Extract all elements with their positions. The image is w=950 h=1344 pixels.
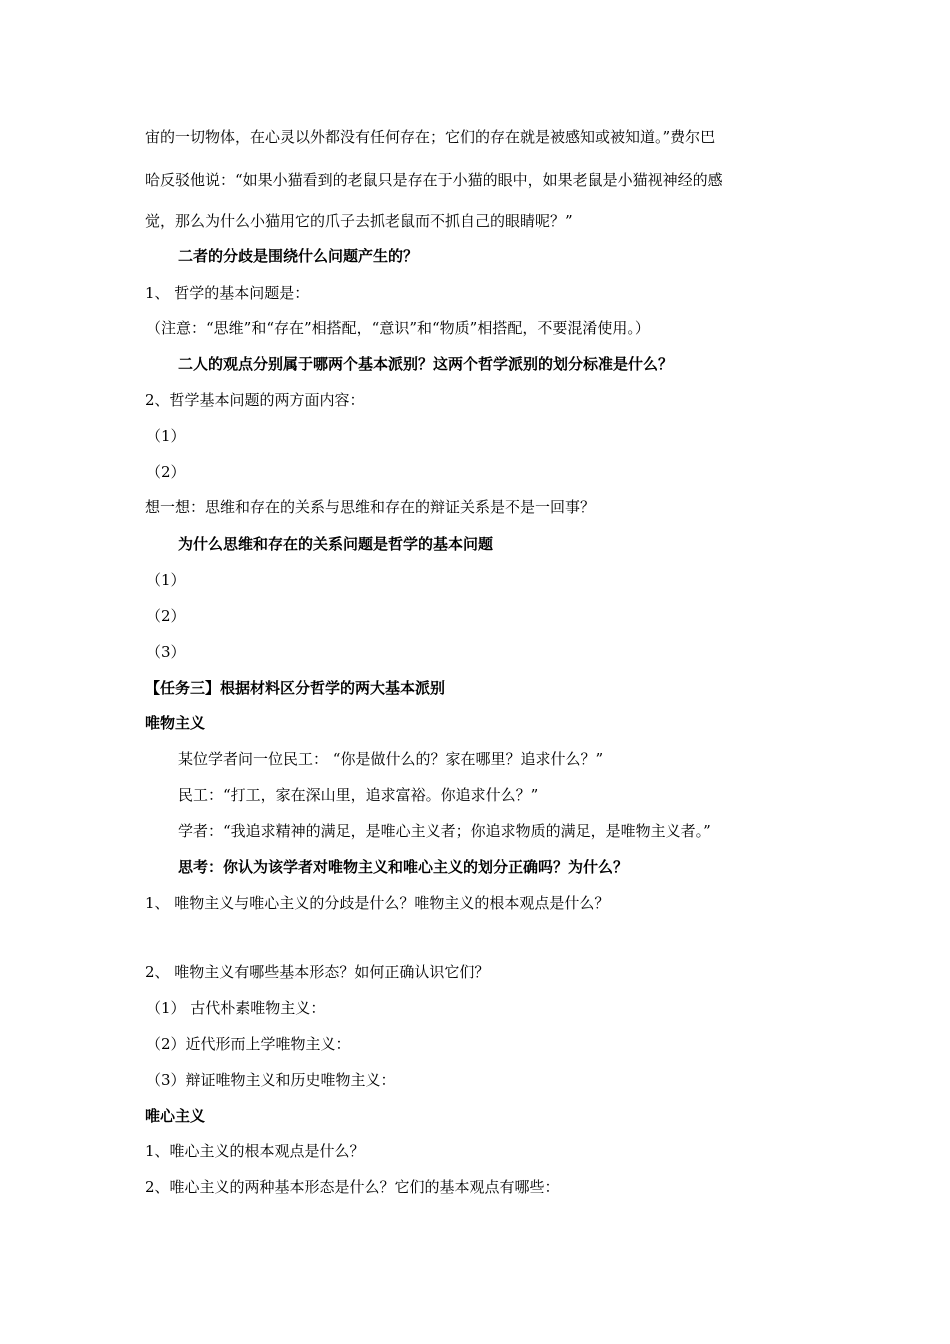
- item-two-aspects: 2、哲学基本问题的两方面内容：: [145, 391, 365, 409]
- paragraph-line-2: 哈反驳他说：“如果小猫看到的老鼠只是存在于小猫的眼中，如果老鼠是小猫视神经的感: [145, 171, 723, 189]
- item-two-aspects-2: （2）: [146, 463, 186, 481]
- think-prompt: 想一想：思维和存在的关系与思维和存在的辩证关系是不是一回事？: [145, 498, 596, 516]
- idealism-item-1: 1、唯心主义的根本观点是什么？: [145, 1142, 365, 1160]
- item-two-aspects-1: （1）: [146, 427, 186, 445]
- item-basic-question: 1、 哲学的基本问题是：: [145, 284, 310, 302]
- question-think: 思考：你认为该学者对唯物主义和唯心主义的划分正确吗？为什么？: [178, 858, 629, 876]
- materialism-form-2: （2）近代形而上学唯物主义：: [146, 1035, 351, 1053]
- item-why-1: （1）: [146, 571, 186, 589]
- materialism-form-1: （1） 古代朴素唯物主义：: [146, 999, 326, 1017]
- materialism-form-3: （3）辩证唯物主义和历史唯物主义：: [146, 1071, 396, 1089]
- dialogue-line-2: 民工：“打工，家在深山里，追求富裕。你追求什么？”: [178, 786, 539, 804]
- paragraph-line-3: 觉，那么为什么小猫用它的爪子去抓老鼠而不抓自己的眼睛呢？”: [145, 212, 573, 230]
- question-why-basic: 为什么思维和存在的关系问题是哲学的基本问题: [178, 535, 494, 553]
- idealism-item-2: 2、唯心主义的两种基本形态是什么？它们的基本观点有哪些：: [145, 1178, 560, 1196]
- note-matching: （注意：“思维”和“存在”相搭配，“意识”和“物质”相搭配，不要混淆使用。）: [146, 319, 650, 337]
- item-why-2: （2）: [146, 607, 186, 625]
- idealism-heading: 唯心主义: [145, 1107, 206, 1125]
- materialism-heading: 唯物主义: [145, 714, 206, 732]
- question-schools: 二人的观点分别属于哪两个基本派别？这两个哲学派别的划分标准是什么？: [178, 355, 674, 373]
- materialism-item-1: 1、 唯物主义与唯心主义的分歧是什么？唯物主义的根本观点是什么？: [145, 894, 610, 912]
- paragraph-line-1: 宙的一切物体，在心灵以外都没有任何存在；它们的存在就是被感知或被知道。”费尔巴: [145, 128, 716, 146]
- task-three-heading: 【任务三】根据材料区分哲学的两大基本派别: [145, 679, 446, 697]
- materialism-item-2: 2、 唯物主义有哪些基本形态？如何正确认识它们？: [145, 963, 490, 981]
- item-why-3: （3）: [146, 643, 186, 661]
- question-divergence: 二者的分歧是围绕什么问题产生的？: [178, 247, 419, 265]
- dialogue-line-3: 学者：“我追求精神的满足，是唯心主义者；你追求物质的满足，是唯物主义者。”: [178, 822, 711, 840]
- dialogue-line-1: 某位学者问一位民工： “你是做什么的？家在哪里？追求什么？”: [178, 750, 604, 768]
